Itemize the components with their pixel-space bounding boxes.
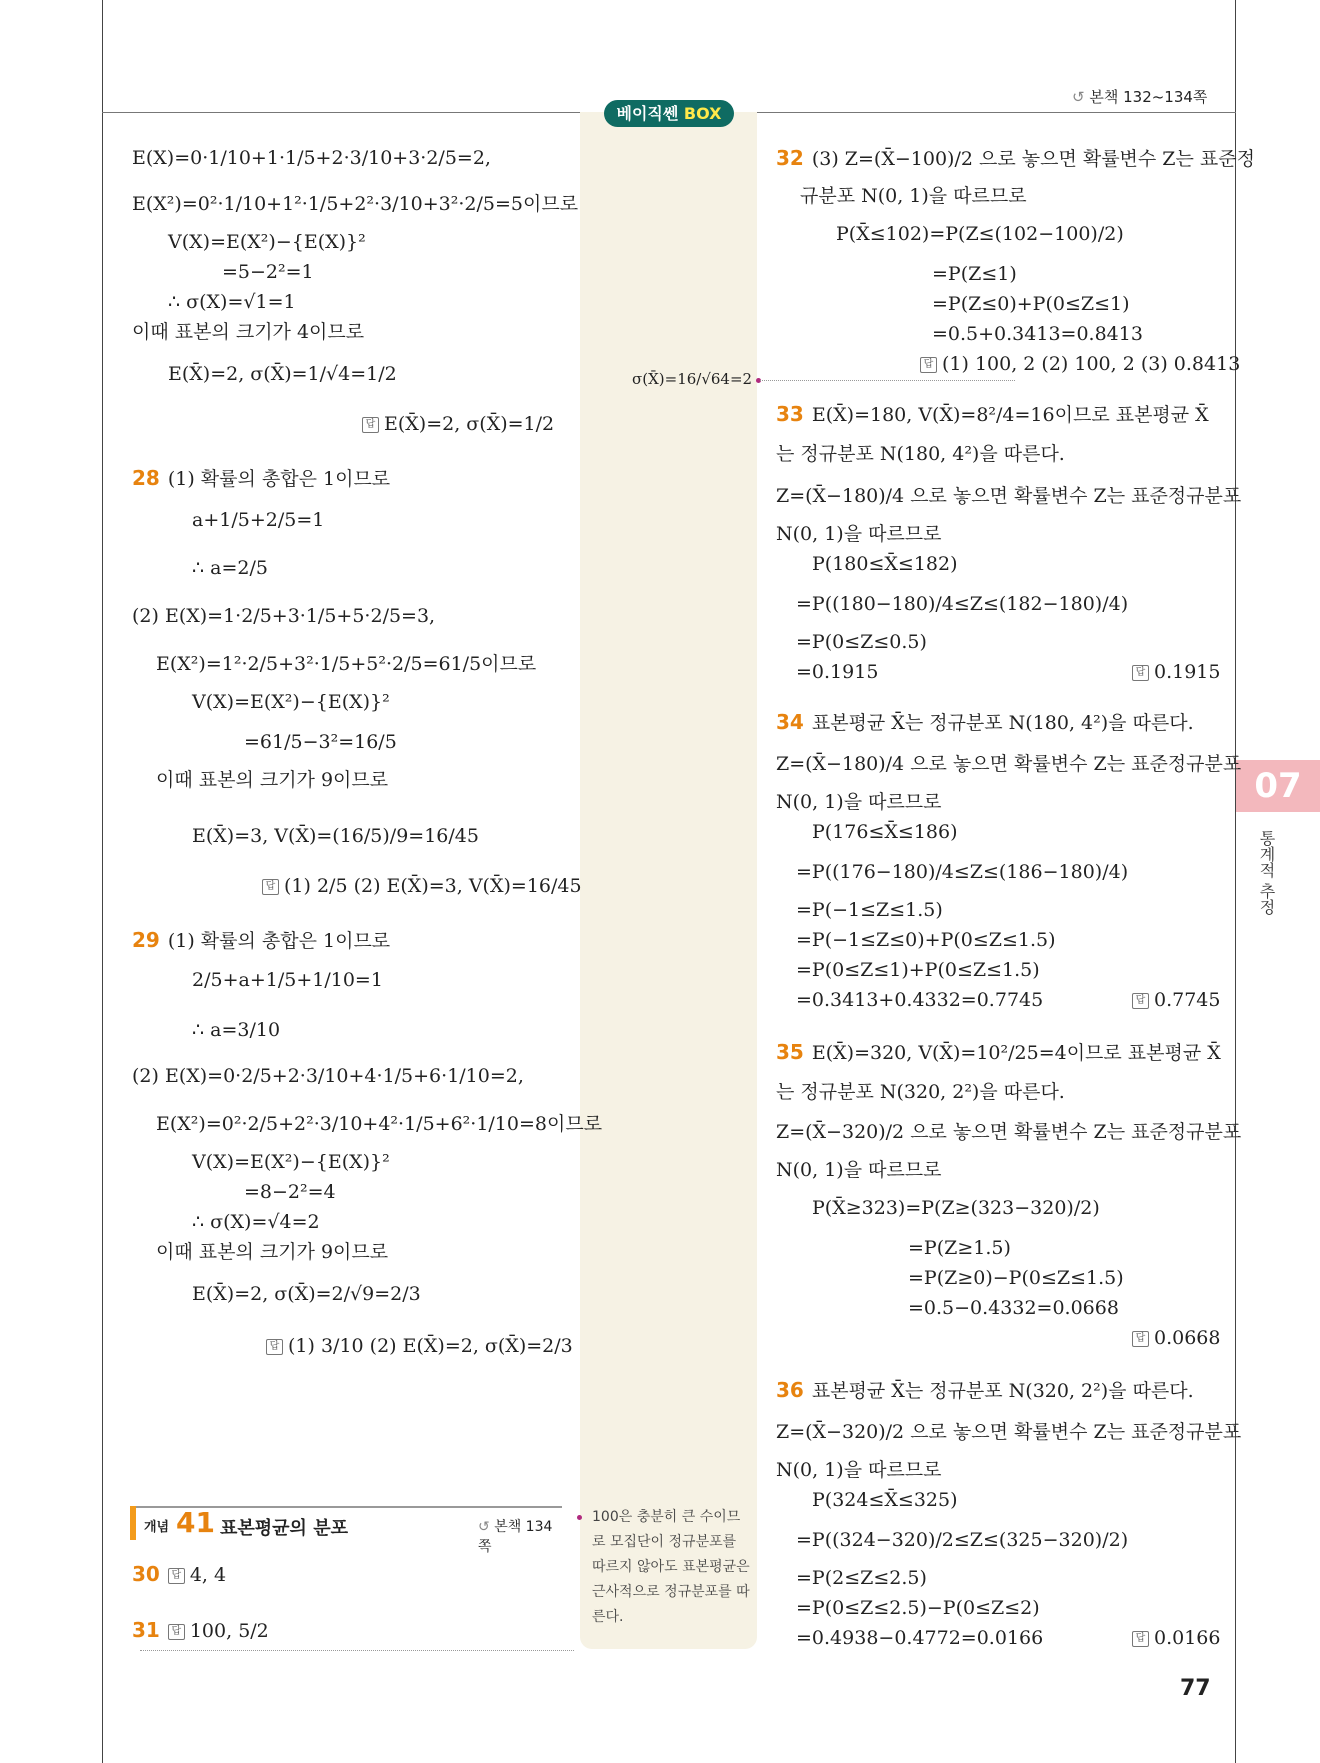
answer-icon: 답 [1132, 1631, 1149, 1647]
basic-box-column [580, 112, 757, 1649]
answer-line: 답 0.7745 [1132, 988, 1220, 1012]
right-line: =0.1915 [796, 661, 879, 683]
answer-line: 답 (1) 2/5 (2) E(X̄)=3, V(X̄)=16/45 [262, 874, 582, 898]
right-line: 규분포 N(0, 1)을 따르므로 [800, 185, 1027, 207]
right-line: =P(−1≤Z≤1.5) [796, 899, 943, 921]
chapter-title: 통계적 추정 [1257, 830, 1276, 916]
problem-35: 35 E(X̄)=320, V(X̄)=10²/25=4이므로 표본평균 X̄ [776, 1040, 1221, 1064]
right-line: Z=(X̄−320)/2 으로 놓으면 확률변수 Z는 표준정규분포 [776, 1421, 1242, 1443]
left-line: =8−2²=4 [244, 1181, 336, 1203]
problem-34: 34 표본평균 X̄는 정규분포 N(180, 4²)을 따른다. [776, 710, 1194, 734]
right-line: =P(0≤Z≤1)+P(0≤Z≤1.5) [796, 959, 1040, 981]
left-line: E(X²)=0²·2/5+2²·3/10+4²·1/5+6²·1/10=8이므로 [156, 1113, 603, 1135]
left-line: 이때 표본의 크기가 4이므로 [132, 321, 365, 343]
answer-icon: 답 [1132, 993, 1149, 1009]
right-line: 는 정규분포 N(180, 4²)을 따른다. [776, 443, 1065, 465]
basic-box-label: 베이직쎈 BOX [604, 100, 734, 127]
left-line: ∴ σ(X)=√1=1 [168, 291, 296, 313]
note-leader-top [760, 380, 1015, 381]
answer-icon: 답 [262, 879, 279, 895]
page-border-left [102, 0, 103, 1763]
right-line: =P(0≤Z≤0.5) [796, 631, 927, 653]
page-border-right [1235, 0, 1236, 1763]
right-line: N(0, 1)을 따르므로 [776, 1159, 942, 1181]
left-line: ∴ a=3/10 [192, 1019, 281, 1041]
right-line: =P((176−180)/4≤Z≤(186−180)/4) [796, 861, 1129, 883]
note-leader-bottom [140, 1650, 574, 1651]
answer-icon: 답 [168, 1568, 185, 1584]
left-line: 이때 표본의 크기가 9이므로 [156, 1241, 389, 1263]
left-line: E(X²)=1²·2/5+3²·1/5+5²·2/5=61/5이므로 [156, 653, 537, 675]
right-line: =P(Z≤1) [932, 263, 1017, 285]
answer-line: 답 E(X̄)=2, σ(X̄)=1/2 [362, 412, 554, 436]
header-ref: ↺ 본책 132~134쪽 [1072, 88, 1208, 106]
problem-28: 28 (1) 확률의 총합은 1이므로 [132, 466, 391, 490]
answer-icon: 답 [920, 357, 937, 373]
right-line: =0.3413+0.4332=0.7745 [796, 989, 1044, 1011]
right-line: P(180≤X̄≤182) [812, 553, 958, 575]
left-line: E(X)=0·1/10+1·1/5+2·3/10+3·2/5=2, [132, 147, 491, 169]
right-line: Z=(X̄−180)/4 으로 놓으면 확률변수 Z는 표준정규분포 [776, 753, 1242, 775]
answer-line: 답 (1) 100, 2 (2) 100, 2 (3) 0.8413 [920, 352, 1240, 376]
left-line: ∴ a=2/5 [192, 557, 268, 579]
refresh-icon: ↺ [1072, 88, 1085, 106]
left-line: V(X)=E(X²)−{E(X)}² [192, 1151, 390, 1173]
page-number: 77 [1180, 1676, 1211, 1701]
right-line: =P(0≤Z≤2.5)−P(0≤Z≤2) [796, 1597, 1040, 1619]
box-note-normal: 100은 충분히 큰 수이므로 모집단이 정규분포를 따르지 않아도 표본평균은 근사적으로 정규분포를 따른다. [592, 1509, 750, 1625]
left-line: E(X̄)=2, σ(X̄)=2/√9=2/3 [192, 1283, 421, 1305]
left-line: =61/5−3²=16/5 [244, 731, 397, 753]
left-line: =5−2²=1 [222, 261, 314, 283]
problem-33: 33 E(X̄)=180, V(X̄)=8²/4=16이므로 표본평균 X̄ [776, 402, 1209, 426]
problem-31: 31 답 100, 5/2 [132, 1618, 269, 1642]
right-line: 는 정규분포 N(320, 2²)을 따른다. [776, 1081, 1065, 1103]
left-line: V(X)=E(X²)−{E(X)}² [168, 231, 366, 253]
answer-icon: 답 [1132, 665, 1149, 681]
left-line: V(X)=E(X²)−{E(X)}² [192, 691, 390, 713]
right-line: =P(Z≥1.5) [908, 1237, 1011, 1259]
right-line: N(0, 1)을 따르므로 [776, 1459, 942, 1481]
chapter-tab: 07 [1236, 760, 1320, 812]
left-line: a+1/5+2/5=1 [192, 509, 325, 531]
concept-mark [130, 1506, 136, 1540]
problem-32: 32 (3) Z=(X̄−100)/2 으로 놓으면 확률변수 Z는 표준정 [776, 146, 1255, 170]
answer-icon: 답 [168, 1624, 185, 1640]
note-dot-bottom [577, 1515, 582, 1520]
answer-icon: 답 [1132, 1331, 1149, 1347]
right-line: =P(−1≤Z≤0)+P(0≤Z≤1.5) [796, 929, 1056, 951]
answer-icon: 답 [362, 417, 379, 433]
box-note-sigma: σ(X̄)=16/√64=2 [632, 370, 753, 388]
problem-36: 36 표본평균 X̄는 정규분포 N(320, 2²)을 따른다. [776, 1378, 1194, 1402]
left-line: 2/5+a+1/5+1/10=1 [192, 969, 383, 991]
problem-30: 30 답 4, 4 [132, 1562, 227, 1586]
left-line: ∴ σ(X)=√4=2 [192, 1211, 320, 1233]
left-line: 이때 표본의 크기가 9이므로 [156, 769, 389, 791]
right-line: =0.4938−0.4772=0.0166 [796, 1627, 1044, 1649]
right-line: N(0, 1)을 따르므로 [776, 523, 942, 545]
answer-icon: 답 [266, 1339, 283, 1355]
concept-header: 개념 41 표본평균의 분포 ↺ 본책 134쪽 [130, 1506, 562, 1540]
refresh-icon: ↺ [478, 1519, 490, 1535]
right-line: Z=(X̄−320)/2 으로 놓으면 확률변수 Z는 표준정규분포 [776, 1121, 1242, 1143]
right-line: =P((324−320)/2≤Z≤(325−320)/2) [796, 1529, 1129, 1551]
problem-29: 29 (1) 확률의 총합은 1이므로 [132, 928, 391, 952]
right-line: =P(Z≥0)−P(0≤Z≤1.5) [908, 1267, 1124, 1289]
left-line: E(X̄)=3, V(X̄)=(16/5)/9=16/45 [192, 825, 479, 847]
answer-line: 답 0.0166 [1132, 1626, 1220, 1650]
right-line: =P(2≤Z≤2.5) [796, 1567, 927, 1589]
answer-line: 답 0.0668 [1132, 1326, 1220, 1350]
right-line: =0.5+0.3413=0.8413 [932, 323, 1143, 345]
left-line: (2) E(X)=0·2/5+2·3/10+4·1/5+6·1/10=2, [132, 1065, 524, 1087]
right-line: P(176≤X̄≤186) [812, 821, 958, 843]
right-line: P(324≤X̄≤325) [812, 1489, 958, 1511]
right-line: N(0, 1)을 따르므로 [776, 791, 942, 813]
left-line: (2) E(X)=1·2/5+3·1/5+5·2/5=3, [132, 605, 436, 627]
right-line: =P(Z≤0)+P(0≤Z≤1) [932, 293, 1130, 315]
left-line: E(X²)=0²·1/10+1²·1/5+2²·3/10+3²·2/5=5이므로 [132, 193, 579, 215]
right-line: P(X̄≤102)=P(Z≤(102−100)/2) [836, 223, 1124, 245]
left-line: E(X̄)=2, σ(X̄)=1/√4=1/2 [168, 363, 397, 385]
right-line: =P((180−180)/4≤Z≤(182−180)/4) [796, 593, 1129, 615]
answer-line: 답 0.1915 [1132, 660, 1220, 684]
right-line: P(X̄≥323)=P(Z≥(323−320)/2) [812, 1197, 1100, 1219]
right-line: Z=(X̄−180)/4 으로 놓으면 확률변수 Z는 표준정규분포 [776, 485, 1242, 507]
right-line: =0.5−0.4332=0.0668 [908, 1297, 1119, 1319]
answer-line: 답 (1) 3/10 (2) E(X̄)=2, σ(X̄)=2/3 [266, 1334, 573, 1358]
